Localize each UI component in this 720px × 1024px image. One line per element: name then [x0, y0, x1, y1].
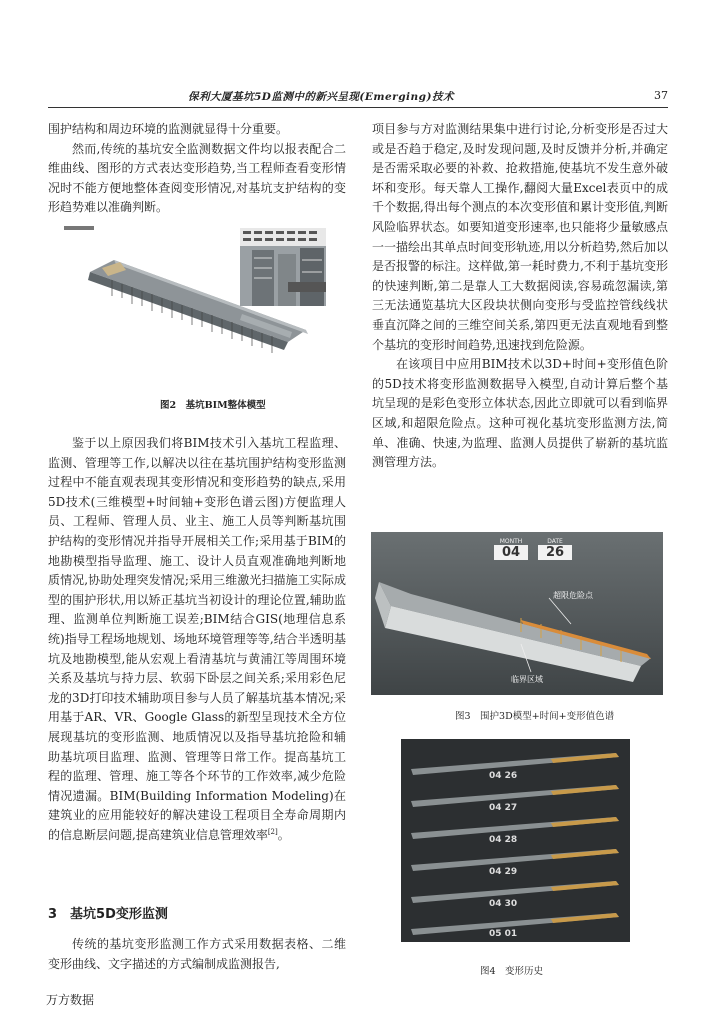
critical-zone-label: 临界区域: [511, 675, 543, 684]
fig4-deformation-history: [401, 739, 630, 942]
fig4-date-3: 04 28: [489, 835, 518, 845]
left-column-end: [48, 935, 346, 974]
footer-watermark: 万方数据: [46, 993, 95, 1007]
paragraph-3-text: 鉴于以上原因我们将BIM技术引入基坑工程监理、监测、管理等工作,以解决以往在基坑围护结构变形监测过程中不能直观表现其变形情况和变形趋势的缺点,采用5D技术(三维模型+时间轴+变形色谱云图)方便监理人员、工程师、管理人员、业主、施工人员等判断基坑围护结构的变形情况并指导开展相关工作;采用基于BIM的地勘模型指导监理、施工、设计人员直观准确地判断地质情况,协助处理突发情况;采用三维激光扫描施工实际成型的围护形状,用以矫正基坑当初设计的理论位置,辅助监理、监测单位判断施工误差;BIM结合GIS(地理信息系统)指导工程场地规划、场地环境管理等等,结合半透明基坑及地勘模型,能从宏观上看清基坑与黄浦江等周围环境关系及基坑与持力层、软弱下卧层之间关系;采用彩色尼龙的3D打印技术辅助项目参与人员了解基坑基本情况;采用基于AR、VR、Google Glass的新型呈现技术全方位展现基坑的变形监测、地质情况以及指导基坑抢险和辅助基坑项目监理、监测、管理等日常工作。提高基坑工程的监理、管理、施工等各个环节的工作效率,减少危险情况遗漏。BIM(Building Information Modeling)在建筑业的应用能较好的解决建设工程项目全寿命周期内的信息断层问题,提高建筑业信息管理效率: [48, 436, 346, 842]
citation-2[interactable]: [2]: [267, 827, 278, 836]
page-number: 37: [654, 89, 668, 102]
danger-point-label: 超限危险点: [553, 591, 593, 600]
fig2-bim-model: [62, 224, 330, 362]
month-value: 04: [494, 545, 528, 560]
paragraph-3: [48, 434, 346, 845]
fig2-caption: 图2 基坑BIM整体模型: [160, 400, 266, 411]
fig4-date-5: 04 30: [489, 899, 518, 909]
fig4-date-1: 04 26: [489, 771, 518, 781]
fig4-date-2: 04 27: [489, 803, 518, 813]
date-widget: [538, 538, 572, 560]
running-title: 保利大厦基坑5D监测中的新兴呈现(Emerging)技术: [188, 91, 454, 103]
month-widget: [494, 538, 528, 560]
paragraph-1: 围护结构和周边环境的监测就显得十分重要。: [48, 122, 289, 136]
left-column-top: [48, 120, 346, 218]
paragraph-2: 然而,传统的基坑安全监测数据文件均以报表配合二维曲线、图形的方式表达变形趋势,当工程师查看变形情况时不能方便地整体查阅变形情况,对基坑支护结构的变形趋势难以准确判断。: [48, 141, 346, 215]
fig4-date-6: 05 01: [489, 929, 518, 939]
left-column-bottom: [48, 434, 346, 845]
section-3-heading: 3 基坑5D变形监测: [48, 907, 168, 922]
date-label: DATE: [547, 538, 563, 545]
paragraph-r1: 项目参与方对监测结果集中进行讨论,分析变形是否过大或是否趋于稳定,及时发现问题,及时反馈并分析,并确定是否需采取必要的补救、抢救措施,使基坑不发生意外破坏和变形。每天靠人工操作,翻阅大量Excel表页中的成千个数据,得出每个测点的本次变形值和累计变形值,判断风险临界状态。如要知道变形速率,也只能将少量敏感点一一描绘出其单点时间变形轨迹,用以分析趋势,然后加以是否报警的标注。这样做,第一耗时费力,不利于基坑变形的快速判断,第二是靠人工大数据阅读,容易疏忽漏读,第三无法通览基坑大区段块状侧向变形与受监控管线线状垂直沉降之间的三维空间关系,第四更无法直观地看到整个基坑的变形时间趋势,迅速找到危险源。: [372, 122, 668, 352]
running-header: [48, 89, 668, 108]
fig4-caption: 图4 变形历史: [480, 966, 544, 977]
fig3-5d-model: [371, 532, 663, 695]
paragraph-r2: 在该项目中应用BIM技术以3D+时间+变形值色阶的5D技术将变形监测数据导入模型,自动计算后整个基坑呈现的是彩色变形立体状态,因此立即就可以看到临界区域,和超限危险点。这种可视化基坑变形监测方法,简单、准确、快速,为监理、监测人员提供了崭新的基坑监测管理方法。: [372, 357, 668, 470]
right-column: [372, 120, 668, 473]
month-label: MONTH: [499, 538, 523, 545]
fig4-date-4: 04 29: [489, 867, 518, 877]
fig2-image: [62, 224, 330, 362]
paragraph-3-end: 。: [277, 827, 290, 842]
paragraph-4: 传统的基坑变形监测工作方式采用数据表格、二维变形曲线、文字描述的方式编制成监测报告,: [48, 937, 346, 971]
date-value: 26: [538, 545, 572, 560]
fig3-caption: 图3 围护3D模型+时间+变形值色谱: [455, 711, 615, 722]
